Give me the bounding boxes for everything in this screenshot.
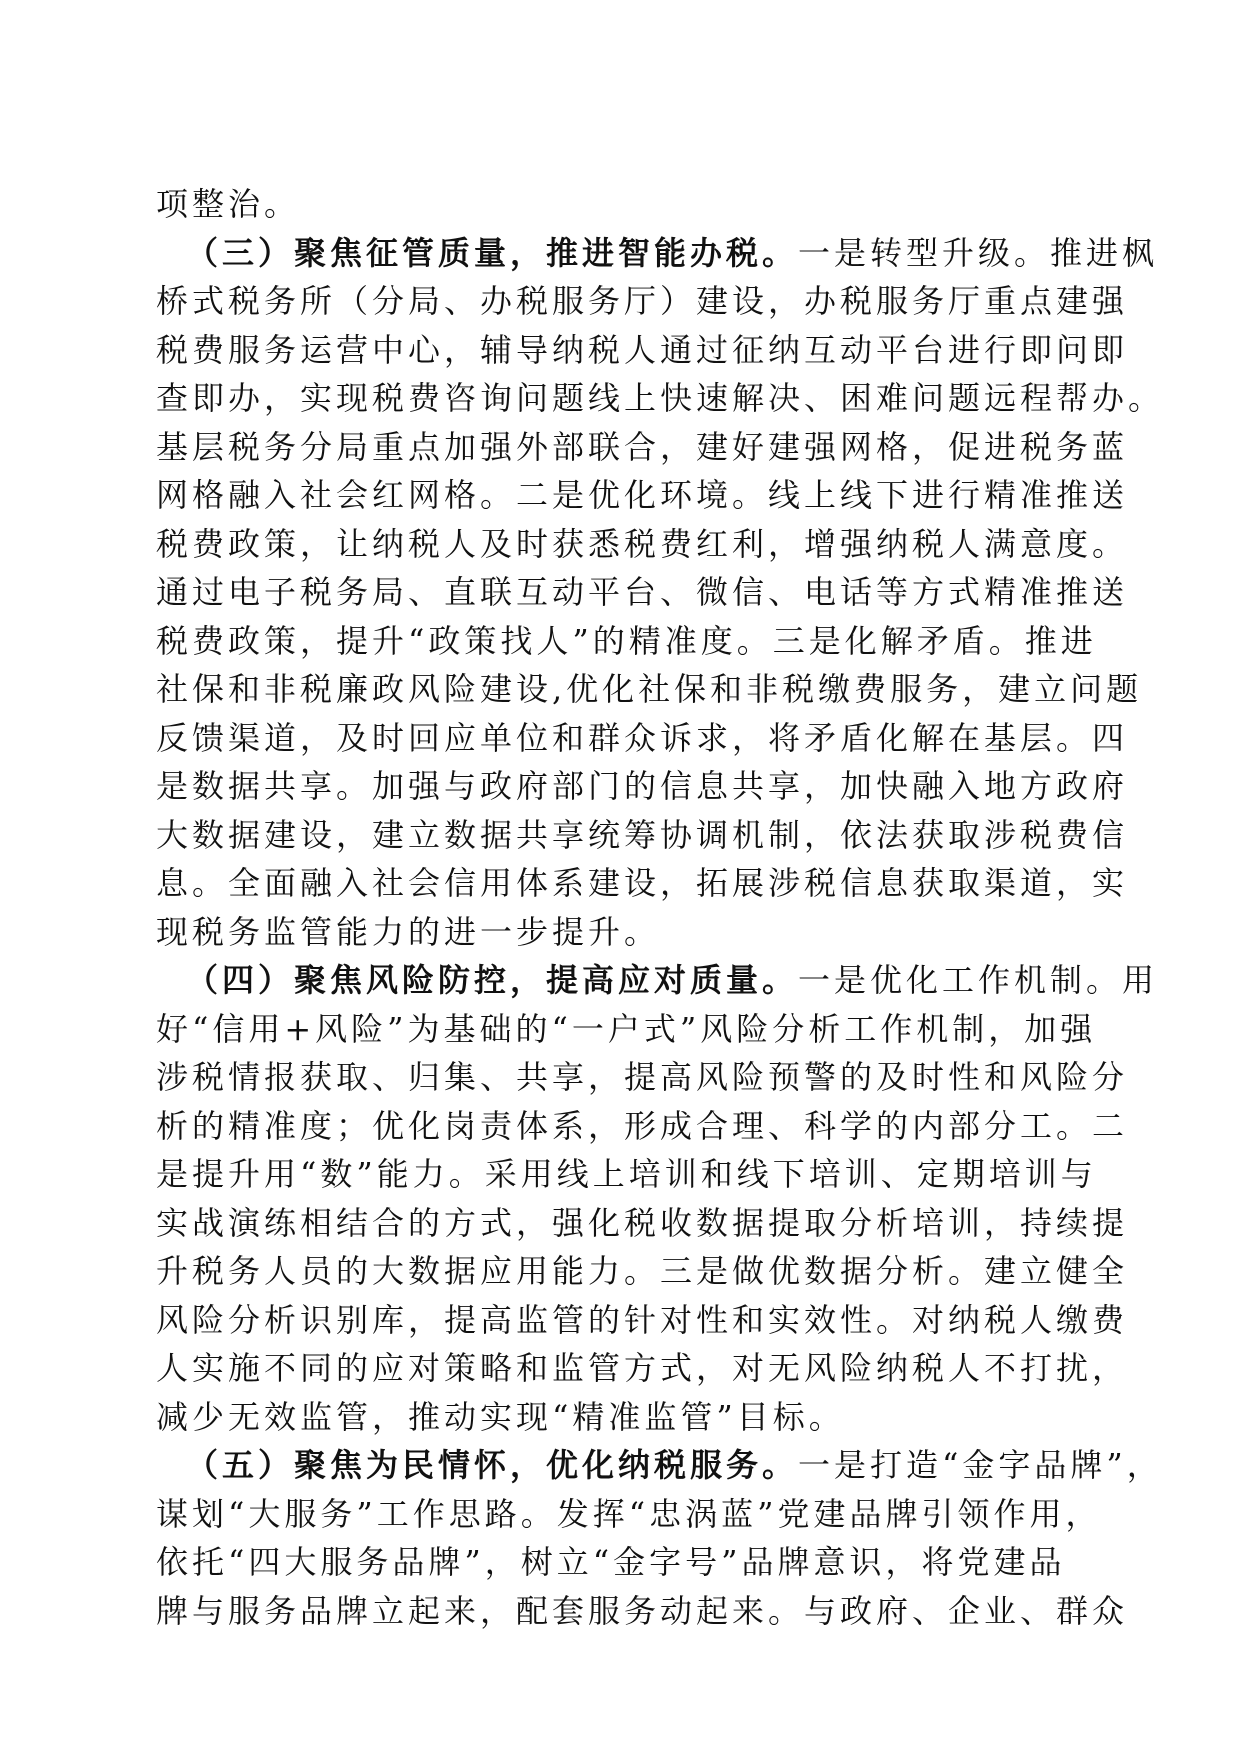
section-heading: （四）聚焦风险防控，提高应对质量。 — [186, 961, 799, 999]
text-line: 是数据共享。加强与政府部门的信息共享，加快融入地方政府 — [156, 767, 1129, 805]
paragraph-heading-line — [156, 1441, 1163, 1490]
text-line: 人实施不同的应对策略和监管方式，对无风险纳税人不打扰， — [156, 1349, 1129, 1387]
text-run: 一是优化工作机制。用 — [798, 961, 1159, 999]
text-line: 好“信用+风险”为基础的“一户式”风险分析工作机制，加强 — [156, 1009, 1097, 1048]
text-line: 析的精准度；优化岗责体系，形成合理、科学的内部分工。二 — [156, 1106, 1129, 1145]
paragraph-heading-line — [156, 956, 1159, 1005]
text-line: 税费政策，提升“政策找人”的精准度。三是化解矛盾。推进 — [156, 621, 1097, 660]
document-body — [156, 180, 1165, 1635]
text-line: 税费政策，让纳税人及时获悉税费红利，增强纳税人满意度。 — [156, 524, 1129, 563]
text-line: 查即办，实现税费咨询问题线上快速解决、困难问题远程帮办。 — [156, 379, 1165, 417]
section-heading: （五）聚焦为民情怀，优化纳税服务。 — [186, 1446, 799, 1484]
text-line: 减少无效监管，推动实现“精准监管”目标。 — [156, 1397, 845, 1436]
text-line: 谋划“大服务”工作思路。发挥“忠涡蓝”党建品牌引领作用， — [156, 1494, 1102, 1533]
text-line: 实战演练相结合的方式，强化税收数据提取分析培训，持续提 — [156, 1203, 1129, 1242]
text-line: 牌与服务品牌立起来，配套服务动起来。与政府、企业、群众 — [156, 1591, 1129, 1630]
text-line: 税费服务运营中心，辅导纳税人通过征纳互动平台进行即问即 — [156, 330, 1129, 369]
text-line: 通过电子税务局、直联互动平台、微信、电话等方式精准推送 — [156, 573, 1129, 611]
text-line: 桥式税务所（分局、办税服务厅）建设，办税服务厅重点建强 — [156, 282, 1129, 320]
paragraph-heading-line — [156, 229, 1159, 278]
text-line: 项整治。 — [156, 185, 301, 223]
text-line: 网格融入社会红网格。二是优化环境。线上线下进行精准推送 — [156, 476, 1129, 514]
text-line: 大数据建设，建立数据共享统筹协调机制，依法获取涉税费信 — [156, 815, 1129, 854]
text-line: 基层税务分局重点加强外部联合，建好建强网格，促进税务蓝 — [156, 427, 1129, 466]
text-line: 风险分析识别库，提高监管的针对性和实效性。对纳税人缴费 — [156, 1300, 1129, 1339]
text-line: 升税务人员的大数据应用能力。三是做优数据分析。建立健全 — [156, 1252, 1129, 1290]
text-line: 社保和非税廉政风险建设,优化社保和非税缴费服务，建立问题 — [156, 670, 1143, 708]
text-line: 依托“四大服务品牌”，树立“金字号”品牌意识，将党建品 — [156, 1543, 1066, 1581]
text-line: 反馈渠道，及时回应单位和群众诉求，将矛盾化解在基层。四 — [156, 718, 1129, 757]
text-line: 是提升用“数”能力。采用线上培训和线下培训、定期培训与 — [156, 1155, 1097, 1193]
text-run: 一是转型升级。推进枫 — [798, 233, 1159, 272]
text-line: 涉税情报获取、归集、共享，提高风险预警的及时性和风险分 — [156, 1058, 1129, 1096]
section-heading: （三）聚焦征管质量，推进智能办税。 — [186, 233, 799, 272]
text-line: 现税务监管能力的进一步提升。 — [156, 912, 661, 951]
text-run: 一是打造“金字品牌”， — [798, 1446, 1163, 1484]
text-line: 息。全面融入社会信用体系建设，拓展涉税信息获取渠道，实 — [156, 864, 1129, 902]
